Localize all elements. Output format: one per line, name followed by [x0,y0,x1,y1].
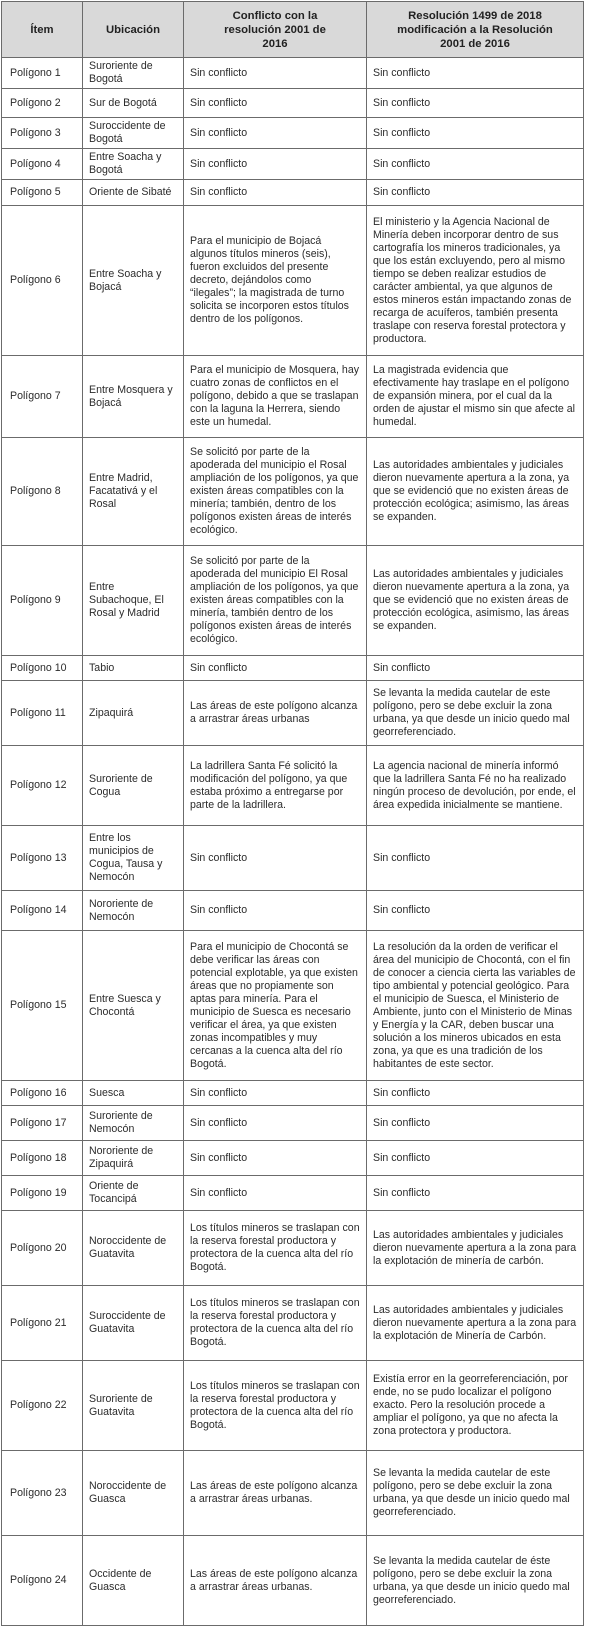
resolution-cell: Se levanta la medida cautelar de este polígono, pero se debe excluir la zona urbana, ya que desde un inicio quedo mal georreferenciado. [367,1451,584,1536]
location-cell: Entre Soacha y Bojacá [83,206,184,356]
resolution-cell: Sin conflicto [367,1081,584,1106]
resolution-cell: Sin conflicto [367,1106,584,1141]
resolution-cell: Las autoridades ambientales y judiciales dieron nuevamente apertura a la zona para la explotación de minería de carbón. [367,1211,584,1286]
resolution-cell: Sin conflicto [367,180,584,206]
table-row [2,931,584,1081]
item-cell: Polígono 4 [2,149,83,180]
table-row [2,1451,584,1536]
location-cell: Entre los municipios de Cogua, Tausa y Nemocón [83,826,184,891]
item-cell: Polígono 6 [2,206,83,356]
item-cell: Polígono 16 [2,1081,83,1106]
table-body [2,58,584,1626]
conflict-cell: Sin conflicto [184,149,367,180]
item-cell: Polígono 7 [2,356,83,438]
item-cell: Polígono 5 [2,180,83,206]
location-cell: Suroriente de Bogotá [83,58,184,89]
table-row [2,89,584,118]
conflict-cell: Sin conflicto [184,891,367,931]
location-cell: Suesca [83,1081,184,1106]
item-cell: Polígono 3 [2,118,83,149]
table-row [2,656,584,681]
table-row [2,149,584,180]
conflict-cell: Sin conflicto [184,1176,367,1211]
conflict-cell: Los títulos mineros se traslapan con la reserva forestal productora y protectora de la cuenca alta del río Bogotá. [184,1286,367,1361]
table-row [2,1536,584,1626]
location-cell: Noroccidente de Guasca [83,1451,184,1536]
resolution-cell: Las autoridades ambientales y judiciales dieron nuevamente apertura a la zona, ya que se evidenció que no existen áreas de protección ecológica; asimismo, las áreas se expanden. [367,438,584,546]
location-cell: Nororiente de Zipaquirá [83,1141,184,1176]
resolution-cell: Se levanta la medida cautelar de éste polígono, pero se debe excluir la zona urbana, ya que desde un inicio quedo mal georreferenciado. [367,1536,584,1626]
item-cell: Polígono 15 [2,931,83,1081]
resolution-cell: Se levanta la medida cautelar de este polígono, pero se debe excluir la zona urbana, ya que desde un inicio quedo mal georreferenciado. [367,681,584,746]
table-row [2,546,584,656]
location-cell: Tabio [83,656,184,681]
table-row [2,1106,584,1141]
location-cell: Suroccidente de Bogotá [83,118,184,149]
conflict-cell: Para el municipio de Bojacá algunos títulos mineros (seis), fueron excluidos del presente decreto, dejándolos como “ilegales”; la magistrada de turno solicita se incorporen estos títulos dentro de los polígonos. [184,206,367,356]
location-cell: Entre Madrid, Facatativá y el Rosal [83,438,184,546]
resolution-cell: La magistrada evidencia que efectivamente hay traslape en el polígono de expansión minera, por el cual da la orden de ajustar el mismo sin que afecte al humedal. [367,356,584,438]
location-cell: Zipaquirá [83,681,184,746]
table-row [2,1211,584,1286]
resolution-cell: Sin conflicto [367,58,584,89]
conflict-cell: Sin conflicto [184,118,367,149]
resolution-cell: El ministerio y la Agencia Nacional de Minería deben incorporar dentro de sus cartografía los mineros tradicionales, ya que los están excluyendo, pero al mismo tiempo se deben realizar estudios de carácter ambiental, ya que algunos de estos mineros están impactando zonas de recarga de acuíferos, también presenta traslape con reserva forestal protectora y productora. [367,206,584,356]
table-row [2,746,584,826]
item-cell: Polígono 1 [2,58,83,89]
item-cell: Polígono 12 [2,746,83,826]
conflict-cell: La ladrillera Santa Fé solicitó la modificación del polígono, ya que estaba próximo a entregarse por parte de la ladrillera. [184,746,367,826]
location-cell: Entre Suesca y Chocontá [83,931,184,1081]
conflict-cell: Las áreas de este polígono alcanza a arrastrar áreas urbanas [184,681,367,746]
conflict-cell: Sin conflicto [184,58,367,89]
location-cell: Suroriente de Cogua [83,746,184,826]
resolution-cell: Sin conflicto [367,1176,584,1211]
location-cell: Sur de Bogotá [83,89,184,118]
header-conflict-2016: Conflicto con la resolución 2001 de 2016 [184,2,367,58]
resolution-cell: Sin conflicto [367,149,584,180]
resolution-cell: Sin conflicto [367,89,584,118]
location-cell: Noroccidente de Guatavita [83,1211,184,1286]
item-cell: Polígono 9 [2,546,83,656]
header-row [2,2,584,58]
location-cell: Entre Soacha y Bogotá [83,149,184,180]
table-row [2,438,584,546]
table-row [2,1081,584,1106]
location-cell: Entre Subachoque, El Rosal y Madrid [83,546,184,656]
conflict-cell: Las áreas de este polígono alcanza a arrastrar áreas urbanas. [184,1536,367,1626]
resolution-cell: Sin conflicto [367,891,584,931]
item-cell: Polígono 17 [2,1106,83,1141]
table-row [2,1176,584,1211]
item-cell: Polígono 18 [2,1141,83,1176]
conflict-cell: Sin conflicto [184,826,367,891]
location-cell: Suroccidente de Guatavita [83,1286,184,1361]
location-cell: Suroriente de Guatavita [83,1361,184,1451]
location-cell: Suroriente de Nemocón [83,1106,184,1141]
conflict-cell: Las áreas de este polígono alcanza a arrastrar áreas urbanas. [184,1451,367,1536]
resolution-cell: Sin conflicto [367,1141,584,1176]
item-cell: Polígono 13 [2,826,83,891]
header-location: Ubicación [83,2,184,58]
resolution-cell: La agencia nacional de minería informó que la ladrillera Santa Fé no ha realizado ningún proceso de devolución, por ende, el área expedida inicialmente se mantiene. [367,746,584,826]
item-cell: Polígono 22 [2,1361,83,1451]
item-cell: Polígono 24 [2,1536,83,1626]
item-cell: Polígono 20 [2,1211,83,1286]
conflict-cell: Sin conflicto [184,1081,367,1106]
item-cell: Polígono 21 [2,1286,83,1361]
location-cell: Oriente de Tocancipá [83,1176,184,1211]
conflict-cell: Los títulos mineros se traslapan con la reserva forestal productora y protectora de la cuenca alta del río Bogotá. [184,1361,367,1451]
conflict-cell: Sin conflicto [184,89,367,118]
table-row [2,681,584,746]
resolution-cell: Las autoridades ambientales y judiciales dieron nuevamente apertura a la zona para la explotación de Minería de Carbón. [367,1286,584,1361]
conflict-cell: Los títulos mineros se traslapan con la reserva forestal productora y protectora de la cuenca alta del río Bogotá. [184,1211,367,1286]
item-cell: Polígono 11 [2,681,83,746]
header-resolution-2018: Resolución 1499 de 2018 modificación a la Resolución 2001 de 2016 [367,2,584,58]
location-cell: Oriente de Sibaté [83,180,184,206]
resolution-cell: Existía error en la georreferenciación, por ende, no se pudo localizar el polígono exacto. Pero la resolución procede a ampliar el polígono, ya que no afecta la zona protectora y productora. [367,1361,584,1451]
resolution-cell: La resolución da la orden de verificar el área del municipio de Chocontá, con el fin de conocer a ciencia cierta las variables de tipo ambiental y potencial geológico. Para el municipio de Suesca, el Ministerio de Ambiente, junto con el Ministerio de Minas y Energía y la CAR, deben buscar una solución a los mineros ubicados en esta zona, ya que es una tradición de los habitantes de este sector. [367,931,584,1081]
table-row [2,356,584,438]
table-row [2,180,584,206]
resolution-cell: Las autoridades ambientales y judiciales dieron nuevamente apertura a la zona, ya que se evidenció que no existen áreas de protección ecológica, asimismo, las áreas se expanden. [367,546,584,656]
item-cell: Polígono 23 [2,1451,83,1536]
item-cell: Polígono 8 [2,438,83,546]
table-row [2,206,584,356]
conflict-cell: Sin conflicto [184,656,367,681]
table-row [2,58,584,89]
conflict-cell: Para el municipio de Mosquera, hay cuatro zonas de conflictos en el polígono, debido a que se traslapan con la laguna la Herrera, siendo este un humedal. [184,356,367,438]
resolution-cell: Sin conflicto [367,826,584,891]
table-row [2,891,584,931]
table-row [2,1141,584,1176]
table-row [2,118,584,149]
conflict-cell: Sin conflicto [184,180,367,206]
table-row [2,826,584,891]
resolution-cell: Sin conflicto [367,118,584,149]
location-cell: Nororiente de Nemocón [83,891,184,931]
item-cell: Polígono 19 [2,1176,83,1211]
item-cell: Polígono 14 [2,891,83,931]
conflict-cell: Se solicitó por parte de la apoderada del municipio El Rosal ampliación de los polígonos, ya que existen áreas compatibles con la minería, también dentro de los polígonos existen áreas de interés ecológico. [184,546,367,656]
polygon-conflict-table [1,1,584,1626]
conflict-cell: Sin conflicto [184,1106,367,1141]
location-cell: Entre Mosquera y Bojacá [83,356,184,438]
resolution-cell: Sin conflicto [367,656,584,681]
table-row [2,1286,584,1361]
location-cell: Occidente de Guasca [83,1536,184,1626]
conflict-cell: Para el municipio de Chocontá se debe verificar las áreas con potencial explotable, ya que existen áreas que no propiamente son aptas para minería. Para el municipio de Suesca es necesario verificar el área, ya que existen zonas incompatibles y muy cercanas a la cuenca alta del río Bogotá. [184,931,367,1081]
header-item: Ítem [2,2,83,58]
item-cell: Polígono 2 [2,89,83,118]
table-row [2,1361,584,1451]
item-cell: Polígono 10 [2,656,83,681]
conflict-cell: Se solicitó por parte de la apoderada del municipio el Rosal ampliación de los polígonos, ya que existen áreas compatibles con la minería; también, dentro de los polígonos existen áreas de interés ecológico. [184,438,367,546]
conflict-cell: Sin conflicto [184,1141,367,1176]
